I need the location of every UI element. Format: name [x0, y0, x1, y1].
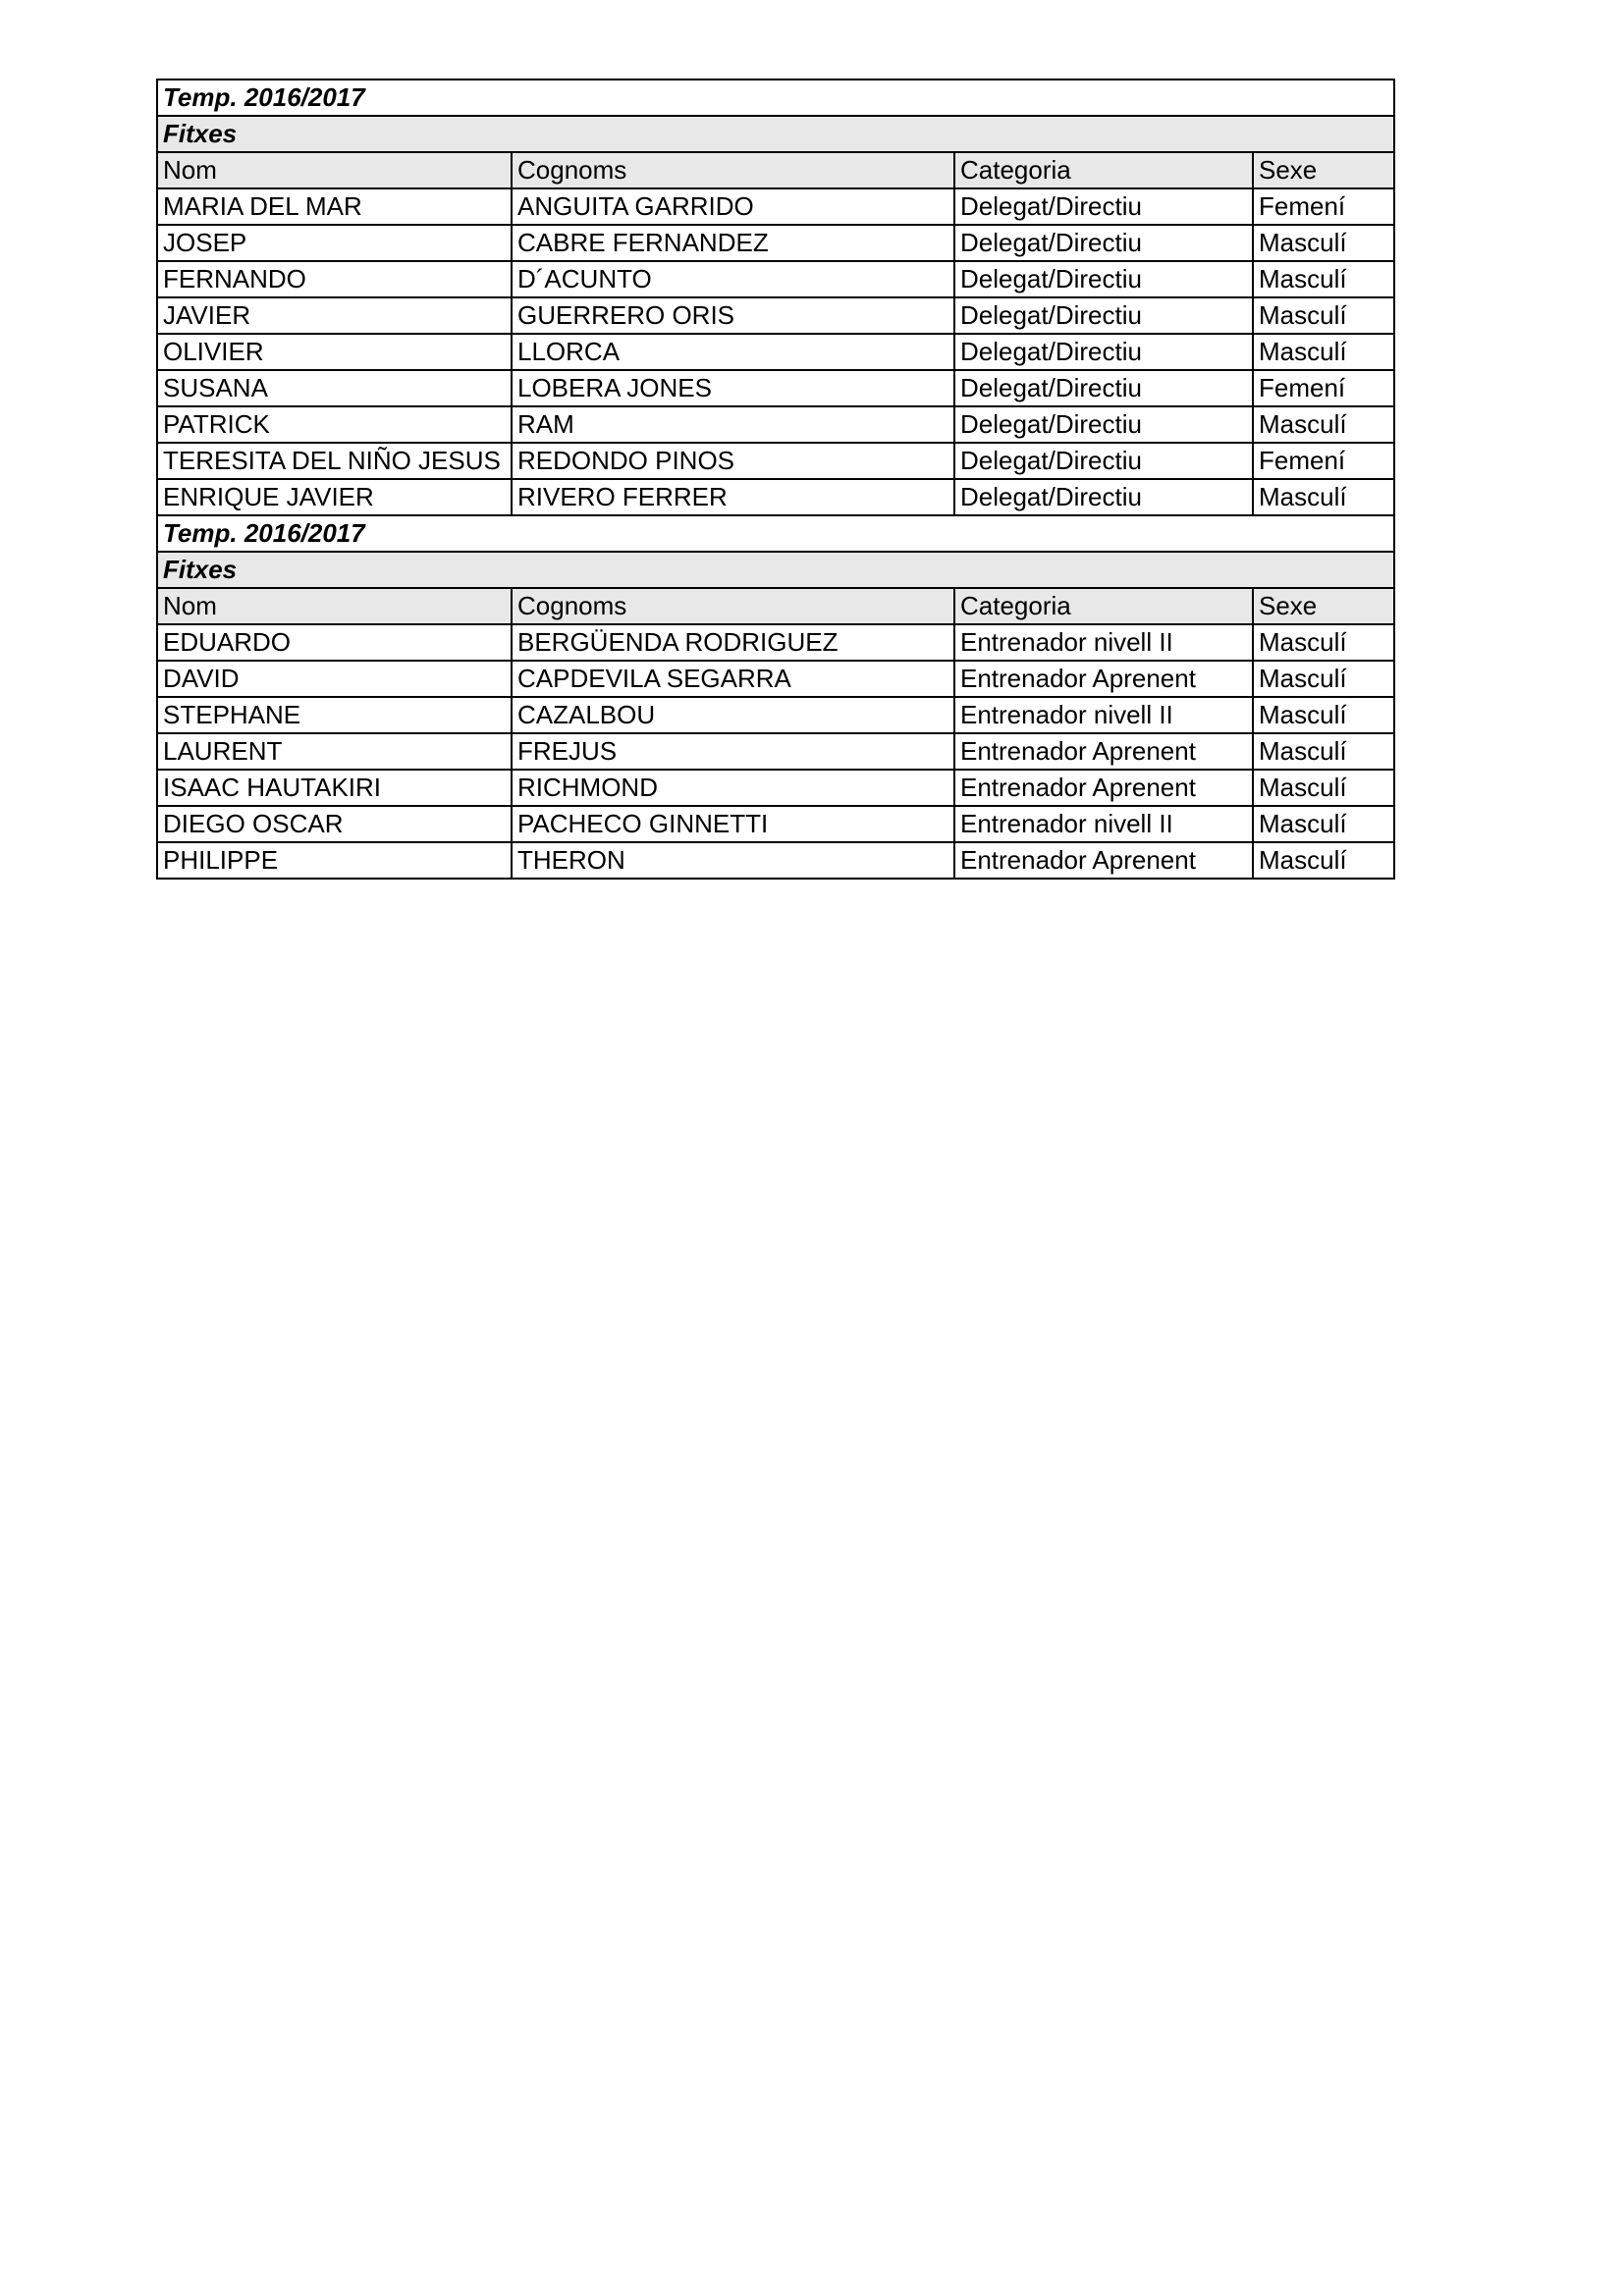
column-header-nom: Nom — [157, 588, 512, 624]
categoria-cell: Entrenador nivell II — [954, 624, 1253, 661]
cognoms-cell: THERON — [512, 842, 954, 879]
sexe-cell: Masculí — [1253, 624, 1394, 661]
nom-cell: LAURENT — [157, 733, 512, 770]
cognoms-cell: GUERRERO ORIS — [512, 297, 954, 334]
cognoms-cell: REDONDO PINOS — [512, 443, 954, 479]
table-row — [157, 188, 1394, 225]
table-row — [157, 733, 1394, 770]
sexe-cell: Masculí — [1253, 697, 1394, 733]
column-header-categoria: Categoria — [954, 152, 1253, 188]
cognoms-cell: RAM — [512, 406, 954, 443]
cognoms-cell: PACHECO GINNETTI — [512, 806, 954, 842]
cognoms-cell: CABRE FERNANDEZ — [512, 225, 954, 261]
nom-cell: JOSEP — [157, 225, 512, 261]
table-row — [157, 261, 1394, 297]
table-row — [157, 624, 1394, 661]
sexe-cell: Femení — [1253, 370, 1394, 406]
table-row — [157, 370, 1394, 406]
categoria-cell: Entrenador nivell II — [954, 806, 1253, 842]
nom-cell: DIEGO OSCAR — [157, 806, 512, 842]
categoria-cell: Delegat/Directiu — [954, 261, 1253, 297]
nom-cell: ENRIQUE JAVIER — [157, 479, 512, 515]
season-row — [157, 80, 1394, 116]
section-row — [157, 552, 1394, 588]
cognoms-cell: D´ACUNTO — [512, 261, 954, 297]
sexe-cell: Masculí — [1253, 479, 1394, 515]
section-title: Fitxes — [157, 552, 1394, 588]
nom-cell: JAVIER — [157, 297, 512, 334]
cognoms-cell: BERGÜENDA RODRIGUEZ — [512, 624, 954, 661]
table-row — [157, 770, 1394, 806]
categoria-cell: Delegat/Directiu — [954, 297, 1253, 334]
categoria-cell: Delegat/Directiu — [954, 370, 1253, 406]
table-row — [157, 842, 1394, 879]
cognoms-cell: CAZALBOU — [512, 697, 954, 733]
sexe-cell: Masculí — [1253, 406, 1394, 443]
nom-cell: FERNANDO — [157, 261, 512, 297]
cognoms-cell: RICHMOND — [512, 770, 954, 806]
sexe-cell: Femení — [1253, 443, 1394, 479]
sexe-cell: Masculí — [1253, 733, 1394, 770]
nom-cell: STEPHANE — [157, 697, 512, 733]
header-row — [157, 152, 1394, 188]
categoria-cell: Delegat/Directiu — [954, 334, 1253, 370]
spreadsheet-page — [156, 79, 1393, 880]
nom-cell: ISAAC HAUTAKIRI — [157, 770, 512, 806]
column-header-sexe: Sexe — [1253, 588, 1394, 624]
categoria-cell: Delegat/Directiu — [954, 406, 1253, 443]
table-row — [157, 806, 1394, 842]
sexe-cell: Masculí — [1253, 297, 1394, 334]
cognoms-cell: FREJUS — [512, 733, 954, 770]
sexe-cell: Masculí — [1253, 661, 1394, 697]
roster-body — [157, 80, 1394, 879]
column-header-cognoms: Cognoms — [512, 588, 954, 624]
categoria-cell: Delegat/Directiu — [954, 225, 1253, 261]
cognoms-cell: RIVERO FERRER — [512, 479, 954, 515]
categoria-cell: Entrenador Aprenent — [954, 842, 1253, 879]
column-header-categoria: Categoria — [954, 588, 1253, 624]
column-header-nom: Nom — [157, 152, 512, 188]
categoria-cell: Entrenador Aprenent — [954, 770, 1253, 806]
table-row — [157, 443, 1394, 479]
cognoms-cell: ANGUITA GARRIDO — [512, 188, 954, 225]
categoria-cell: Delegat/Directiu — [954, 479, 1253, 515]
column-header-sexe: Sexe — [1253, 152, 1394, 188]
section-title: Fitxes — [157, 116, 1394, 152]
sexe-cell: Masculí — [1253, 770, 1394, 806]
roster-table — [156, 79, 1395, 880]
section-row — [157, 116, 1394, 152]
sexe-cell: Masculí — [1253, 806, 1394, 842]
categoria-cell: Entrenador nivell II — [954, 697, 1253, 733]
table-row — [157, 661, 1394, 697]
cognoms-cell: LOBERA JONES — [512, 370, 954, 406]
categoria-cell: Delegat/Directiu — [954, 188, 1253, 225]
categoria-cell: Entrenador Aprenent — [954, 733, 1253, 770]
categoria-cell: Entrenador Aprenent — [954, 661, 1253, 697]
header-row — [157, 588, 1394, 624]
cognoms-cell: LLORCA — [512, 334, 954, 370]
nom-cell: SUSANA — [157, 370, 512, 406]
cognoms-cell: CAPDEVILA SEGARRA — [512, 661, 954, 697]
nom-cell: MARIA DEL MAR — [157, 188, 512, 225]
nom-cell: TERESITA DEL NIÑO JESUS — [157, 443, 512, 479]
table-row — [157, 406, 1394, 443]
sexe-cell: Masculí — [1253, 842, 1394, 879]
nom-cell: DAVID — [157, 661, 512, 697]
table-row — [157, 334, 1394, 370]
column-header-cognoms: Cognoms — [512, 152, 954, 188]
season-title: Temp. 2016/2017 — [157, 515, 1394, 552]
table-row — [157, 697, 1394, 733]
nom-cell: PHILIPPE — [157, 842, 512, 879]
season-row — [157, 515, 1394, 552]
sexe-cell: Masculí — [1253, 225, 1394, 261]
sexe-cell: Femení — [1253, 188, 1394, 225]
nom-cell: EDUARDO — [157, 624, 512, 661]
sexe-cell: Masculí — [1253, 334, 1394, 370]
table-row — [157, 297, 1394, 334]
nom-cell: OLIVIER — [157, 334, 512, 370]
table-row — [157, 225, 1394, 261]
table-row — [157, 479, 1394, 515]
categoria-cell: Delegat/Directiu — [954, 443, 1253, 479]
season-title: Temp. 2016/2017 — [157, 80, 1394, 116]
nom-cell: PATRICK — [157, 406, 512, 443]
sexe-cell: Masculí — [1253, 261, 1394, 297]
